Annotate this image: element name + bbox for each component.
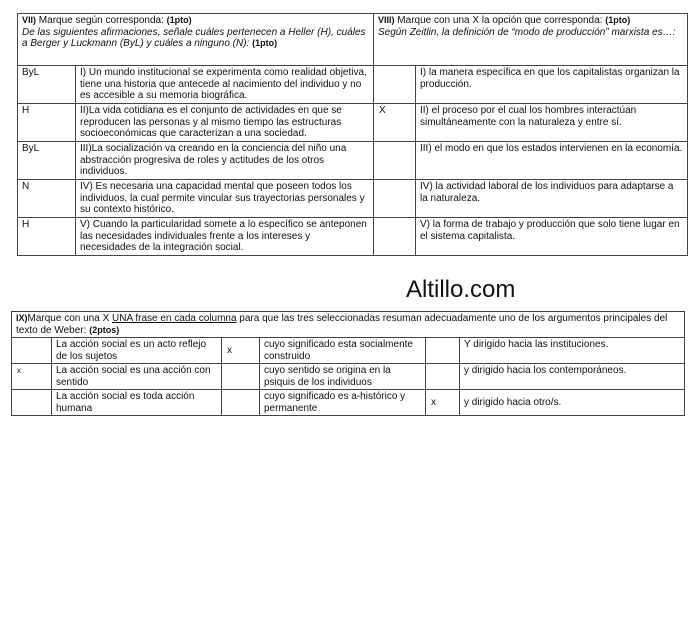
section9-phrase: La acción social es una acción con sentido: [52, 364, 222, 390]
section9-phrase: cuyo sentido se origina en la psiquis de los individuos: [260, 364, 426, 390]
section9-mark: [12, 390, 52, 416]
section9-mark: [222, 364, 260, 390]
sections-7-8-table: [17, 13, 688, 256]
section7-answer: H: [18, 218, 76, 256]
section9-phrase: Y dirigido hacia las instituciones.: [460, 338, 685, 364]
section7-number: VII): [22, 15, 37, 25]
table-row: [18, 104, 688, 142]
section7-points: (1pto): [166, 15, 192, 25]
section7-statement: II)La vida cotidiana es el conjunto de actividades en que se reproducen las personas y al mismo tiempo las estructuras socioeconómicas que caracterizan a una sociedad.: [76, 104, 374, 142]
section7-answer: ByL: [18, 142, 76, 180]
table-row: [12, 390, 685, 416]
section7-subtitle: De las siguientes afirmaciones, señale cuáles pertenecen a Heller (H), cuáles a Berger y Luckmann (ByL) y cuáles a ninguno (N):: [22, 26, 366, 49]
section7-statement: I) Un mundo institucional se experimenta como realidad objetiva, tiene una historia que antecede al nacimiento del individuo y no es accesible a su memoria biográfica.: [76, 66, 374, 104]
table-row: [12, 364, 685, 390]
section9-mark: [222, 390, 260, 416]
section9-instruction-underlined: UNA frase en cada columna: [112, 313, 237, 324]
table-row: [18, 218, 688, 256]
section7-statement: IV) Es necesaria una capacidad mental que poseen todos los individuos, la cual permite vincular sus trayectorias personales y su contexto histórico.: [76, 180, 374, 218]
section8-header: [374, 14, 688, 66]
section9-phrase: cuyo significado esta socialmente construido: [260, 338, 426, 364]
section7-instruction: Marque según corresponda:: [38, 15, 164, 26]
table-row: [18, 142, 688, 180]
section9-table: [11, 311, 685, 416]
section9-phrase: y dirigido hacia los contemporáneos.: [460, 364, 685, 390]
section9-instruction-before: Marque con una X: [27, 313, 113, 324]
section9-header: [12, 312, 685, 338]
section9-phrase: La acción social es un acto reflejo de los sujetos: [52, 338, 222, 364]
section8-mark: [374, 218, 416, 256]
section8-option: III) el modo en que los estados intervienen en la economía.: [416, 142, 688, 180]
section9-mark: [426, 338, 460, 364]
watermark-text: Altillo.com: [406, 276, 516, 303]
section9-phrase: cuyo significado es a-histórico y permanente: [260, 390, 426, 416]
section9-instruction-after: para que las tres seleccionadas resuman adecuadamente uno de los argumentos principales del texto de Weber:: [16, 313, 668, 336]
section8-instruction: Marque con una X la opción que corresponda:: [397, 15, 603, 26]
section8-mark: X: [374, 104, 416, 142]
section8-subtitle: Según Zeitlin, la definición de “modo de producción” marxista es…:: [378, 26, 676, 38]
section9-points: (2ptos): [89, 324, 120, 335]
section8-mark: [374, 180, 416, 218]
section7-statement: III)La socialización va creando en la conciencia del niño una abstracción progresiva de roles y actitudes de los otros individuos.: [76, 142, 374, 180]
table-row: [12, 338, 685, 364]
section9-phrase: y dirigido hacia otro/s.: [460, 390, 685, 416]
section8-option: I) la manera específica en que los capitalistas organizan la producción.: [416, 66, 688, 104]
section8-number: VIII): [378, 15, 395, 25]
section7-statement: V) Cuando la particularidad somete a lo específico se anteponen las necesidades individuales frente a los intereses y necesidades de la integración social.: [76, 218, 374, 256]
section7-header: [18, 14, 374, 66]
section9-mark: [426, 364, 460, 390]
section8-option: IV) la actividad laboral de los individuos para adaptarse a la naturaleza.: [416, 180, 688, 218]
section7-answer: N: [18, 180, 76, 218]
section9-number: IX): [16, 313, 28, 323]
section9-mark: x: [12, 364, 52, 390]
section9-phrase: La acción social es toda acción humana: [52, 390, 222, 416]
section7-answer: H: [18, 104, 76, 142]
section9-mark: [12, 338, 52, 364]
table-row: [18, 180, 688, 218]
section8-points: (1pto): [605, 15, 631, 25]
section7-answer: ByL: [18, 66, 76, 104]
section7-subtitle-points: (1pto): [252, 38, 278, 48]
section8-mark: [374, 142, 416, 180]
section9-mark: x: [222, 338, 260, 364]
section8-mark: [374, 66, 416, 104]
section8-option: V) la forma de trabajo y producción que solo tiene lugar en el sistema capitalista.: [416, 218, 688, 256]
section9-mark: x: [426, 390, 460, 416]
table-row: [18, 66, 688, 104]
section8-option: II) el proceso por el cual los hombres interactúan simultáneamente con la naturaleza y entre sí.: [416, 104, 688, 142]
